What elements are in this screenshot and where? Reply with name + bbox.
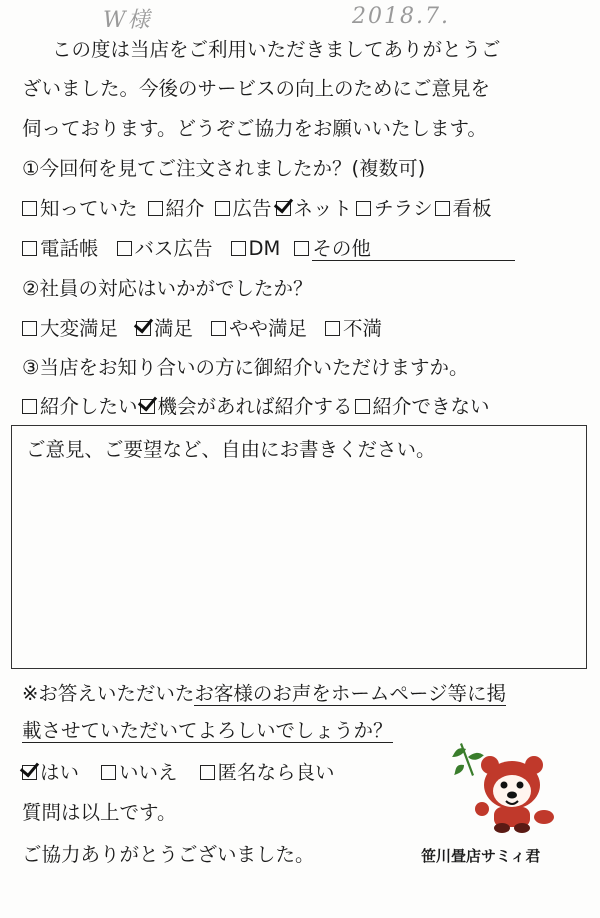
checked-checkbox-icon[interactable] bbox=[136, 321, 151, 336]
option-tokumei[interactable] bbox=[200, 759, 335, 787]
option-label: 大変満足 bbox=[40, 317, 119, 340]
option-net[interactable] bbox=[276, 195, 353, 223]
intro-line-2: ざいました。今後のサービスの向上のためにご意見を bbox=[22, 77, 491, 100]
checkbox-icon[interactable] bbox=[22, 201, 37, 216]
free-comment-prompt: ご意見、ご要望など、自由にお書きください。 bbox=[26, 438, 436, 461]
option-label: 匿名なら良い bbox=[217, 761, 335, 784]
option-label: 紹介したい bbox=[40, 395, 138, 418]
option-kanban[interactable] bbox=[435, 195, 492, 223]
consent-options-row bbox=[22, 759, 335, 787]
checkbox-icon[interactable] bbox=[148, 201, 163, 216]
option-sonota[interactable] bbox=[294, 235, 515, 263]
q1-options-row-1 bbox=[22, 195, 492, 223]
closing-line-2: ご協力ありがとうございました。 bbox=[22, 843, 315, 866]
checked-checkbox-icon[interactable] bbox=[22, 765, 37, 780]
checkbox-icon[interactable] bbox=[355, 399, 370, 414]
checkbox-icon[interactable] bbox=[22, 399, 37, 414]
q2-question: ②社員の対応はいかがでしたか？ bbox=[22, 277, 313, 300]
shop-signature: 笹川畳店サミィ君 bbox=[421, 847, 541, 865]
checkbox-icon[interactable] bbox=[200, 765, 215, 780]
checkbox-icon[interactable] bbox=[22, 241, 37, 256]
checkbox-icon[interactable] bbox=[22, 321, 37, 336]
option-label: 看板 bbox=[452, 197, 492, 220]
checkbox-icon[interactable] bbox=[215, 201, 230, 216]
bamboo-leaves bbox=[452, 743, 484, 776]
checkbox-icon[interactable] bbox=[117, 241, 132, 256]
option-yaya-manzoku[interactable] bbox=[211, 315, 307, 343]
handwritten-name: W様 bbox=[103, 8, 152, 33]
option-label: 紹介 bbox=[165, 197, 205, 220]
option-chirashi[interactable] bbox=[356, 195, 433, 223]
option-shitteita[interactable] bbox=[22, 195, 138, 223]
consent-question: 載させていただいてよろしいでしょうか？ bbox=[22, 719, 393, 742]
option-label: 満足 bbox=[154, 317, 194, 340]
consent-line-2 bbox=[22, 717, 393, 745]
option-label: 知っていた bbox=[40, 197, 138, 220]
option-label bbox=[312, 237, 515, 261]
option-dm[interactable] bbox=[231, 235, 281, 263]
intro-line-3: 伺っております。どうぞご協力をお願いいたします。 bbox=[22, 117, 487, 140]
option-label: 紹介できない bbox=[372, 395, 490, 418]
option-bus-kokoku[interactable] bbox=[117, 235, 213, 263]
checked-checkbox-icon[interactable] bbox=[276, 201, 291, 216]
option-label: 機会があれば紹介する bbox=[157, 395, 353, 418]
sonota-label-text: その他 bbox=[312, 237, 371, 260]
consent-prefix: ※お答えいただいた bbox=[22, 682, 195, 705]
option-label: チラシ bbox=[374, 197, 433, 220]
option-label: やや満足 bbox=[229, 317, 308, 340]
free-comment-box[interactable] bbox=[11, 425, 587, 669]
checkbox-icon[interactable] bbox=[356, 201, 371, 216]
checkbox-icon[interactable] bbox=[211, 321, 226, 336]
checkbox-icon[interactable] bbox=[101, 765, 116, 780]
checkbox-icon[interactable] bbox=[325, 321, 340, 336]
q2-options-row bbox=[22, 315, 382, 343]
option-shokai[interactable] bbox=[148, 195, 205, 223]
option-label: いいえ bbox=[119, 761, 178, 784]
mascot-body bbox=[475, 756, 554, 833]
q3-question: ③当店をお知り合いの方に御紹介いただけますか。 bbox=[22, 356, 469, 379]
q3-options-row bbox=[22, 393, 490, 421]
consent-underlined: お客様のお声をホームページ等に掲 bbox=[194, 682, 506, 705]
checked-checkbox-icon[interactable] bbox=[140, 399, 155, 414]
checkbox-icon[interactable] bbox=[294, 241, 309, 256]
option-label: 不満 bbox=[343, 317, 383, 340]
option-shokai-dekinai[interactable] bbox=[355, 393, 490, 421]
checkbox-icon[interactable] bbox=[231, 241, 246, 256]
option-denwacho[interactable] bbox=[22, 235, 99, 263]
option-label: 電話帳 bbox=[40, 237, 99, 260]
option-manzoku[interactable] bbox=[136, 315, 193, 343]
handwritten-date: 2018.7. bbox=[352, 4, 450, 29]
option-taihen-manzoku[interactable] bbox=[22, 315, 118, 343]
closing-line-1: 質問は以上です。 bbox=[22, 801, 177, 824]
option-label: はい bbox=[40, 761, 80, 784]
option-kokoku[interactable] bbox=[215, 195, 272, 223]
checkbox-icon[interactable] bbox=[435, 201, 450, 216]
option-hai[interactable] bbox=[22, 759, 79, 787]
option-kikai-areba[interactable] bbox=[140, 393, 353, 421]
option-label: バス広告 bbox=[134, 237, 213, 260]
option-iie[interactable] bbox=[101, 759, 178, 787]
option-fuman[interactable] bbox=[325, 315, 382, 343]
option-shokai-shitai[interactable] bbox=[22, 393, 138, 421]
option-label: DM bbox=[248, 237, 281, 260]
q1-options-row-2 bbox=[22, 235, 515, 263]
option-label: ネット bbox=[293, 197, 353, 220]
option-label: 広告 bbox=[232, 197, 272, 220]
consent-line-1 bbox=[22, 680, 506, 708]
red-panda-mascot-icon bbox=[452, 735, 560, 835]
intro-line-1: この度は当店をご利用いただきましてありがとうご bbox=[52, 38, 501, 61]
q1-question: ①今回何を見てご注文されましたか？(複数可) bbox=[22, 157, 426, 180]
